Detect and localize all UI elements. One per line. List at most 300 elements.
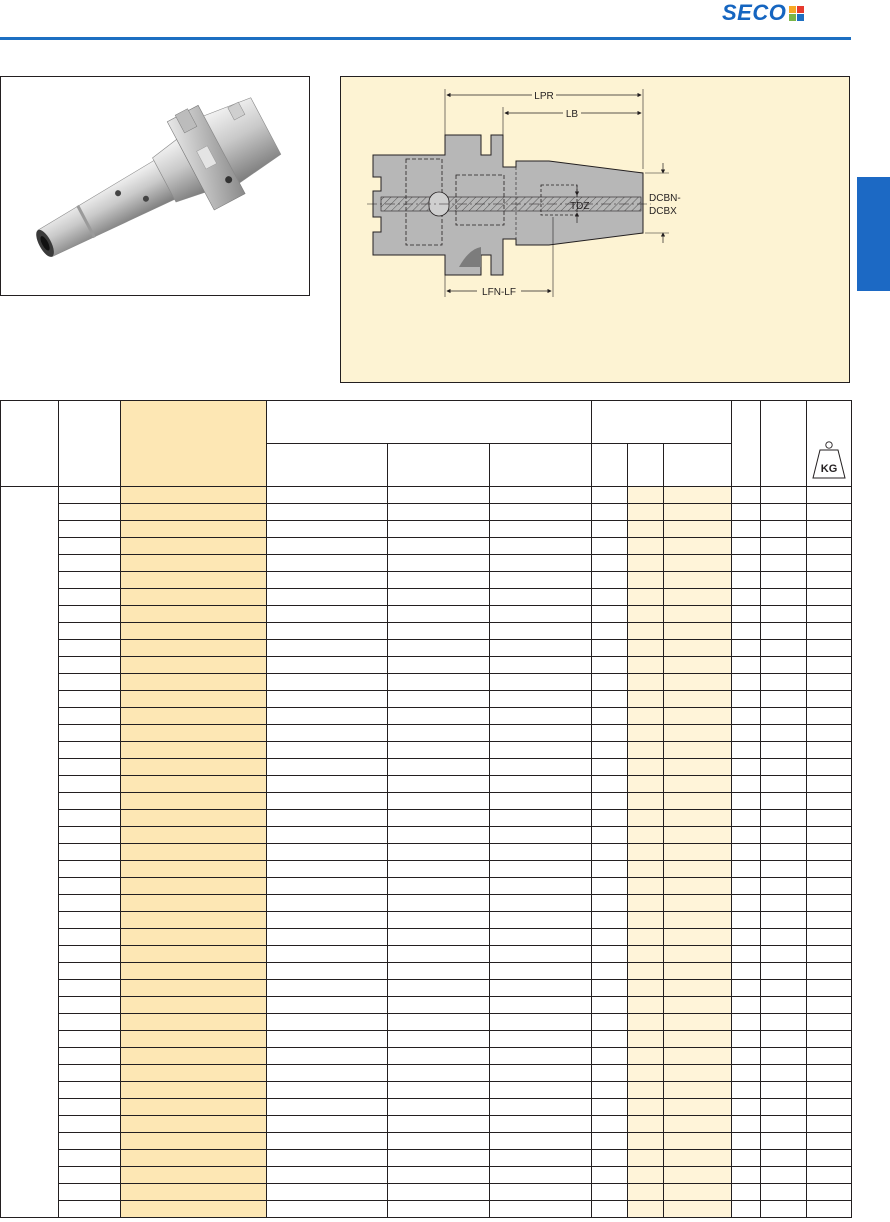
- table-cell: [121, 793, 267, 810]
- table-cell: [121, 1014, 267, 1031]
- table-cell: [121, 963, 267, 980]
- table-cell: [592, 793, 628, 810]
- table-cell: [121, 1150, 267, 1167]
- table-cell: [59, 589, 121, 606]
- table-cell: [59, 657, 121, 674]
- table-cell: [807, 1133, 852, 1150]
- table-cell: [628, 487, 664, 504]
- table-cell: [664, 1116, 732, 1133]
- weight-header-cell: [807, 401, 852, 487]
- table-cell: [664, 1048, 732, 1065]
- table-row: [1, 1133, 852, 1150]
- header-cell: [267, 444, 388, 487]
- table-cell: [628, 946, 664, 963]
- table-cell: [59, 1065, 121, 1082]
- table-cell: [664, 1031, 732, 1048]
- table-cell: [267, 657, 388, 674]
- table-cell: [664, 589, 732, 606]
- table-cell: [807, 1082, 852, 1099]
- table-cell: [664, 1150, 732, 1167]
- table-cell: [59, 691, 121, 708]
- table-cell: [388, 1184, 490, 1201]
- table-cell: [121, 504, 267, 521]
- table-cell: [121, 657, 267, 674]
- table-cell: [388, 708, 490, 725]
- dim-dcbx: DCBX: [649, 206, 677, 217]
- table-cell: [267, 708, 388, 725]
- table-cell: [121, 895, 267, 912]
- table-cell: [761, 1014, 807, 1031]
- table-cell: [732, 997, 761, 1014]
- table-row: [1, 1014, 852, 1031]
- table-cell: [267, 1167, 388, 1184]
- table-cell: [388, 572, 490, 589]
- table-cell: [732, 555, 761, 572]
- table-cell: [664, 997, 732, 1014]
- table-cell: [732, 1065, 761, 1082]
- table-cell: [628, 980, 664, 997]
- table-cell: [664, 912, 732, 929]
- table-cell: [732, 861, 761, 878]
- table-cell: [628, 606, 664, 623]
- table-cell: [732, 674, 761, 691]
- table-cell: [59, 1133, 121, 1150]
- table-cell: [388, 1065, 490, 1082]
- table-cell: [761, 844, 807, 861]
- table-cell: [761, 623, 807, 640]
- table-cell: [267, 1048, 388, 1065]
- table-cell: [592, 929, 628, 946]
- table-cell: [267, 861, 388, 878]
- table-cell: [59, 487, 121, 504]
- table-cell: [267, 810, 388, 827]
- table-cell: [59, 827, 121, 844]
- table-row: [1, 861, 852, 878]
- table-cell: [490, 1184, 592, 1201]
- table-cell: [807, 946, 852, 963]
- table-cell: [732, 538, 761, 555]
- table-cell: [267, 606, 388, 623]
- table-cell: [59, 963, 121, 980]
- table-cell: [592, 912, 628, 929]
- table-cell: [267, 691, 388, 708]
- table-cell: [592, 589, 628, 606]
- table-cell: [121, 997, 267, 1014]
- table-cell: [628, 776, 664, 793]
- table-cell: [267, 793, 388, 810]
- table-cell: [592, 1099, 628, 1116]
- table-cell: [267, 1031, 388, 1048]
- table-cell: [807, 572, 852, 589]
- table-cell: [121, 623, 267, 640]
- table-cell: [59, 1014, 121, 1031]
- table-cell: [664, 504, 732, 521]
- table-cell: [267, 504, 388, 521]
- table-cell: [59, 1048, 121, 1065]
- weight-kg-icon: [807, 402, 851, 486]
- group-cell: [1, 487, 59, 1218]
- table-cell: [388, 1201, 490, 1218]
- table-cell: [761, 759, 807, 776]
- table-cell: [388, 776, 490, 793]
- table-cell: [121, 912, 267, 929]
- table-cell: [664, 538, 732, 555]
- table-cell: [732, 912, 761, 929]
- table-cell: [388, 878, 490, 895]
- table-cell: [121, 929, 267, 946]
- table-cell: [761, 1133, 807, 1150]
- table-cell: [664, 861, 732, 878]
- table-cell: [732, 1031, 761, 1048]
- table-cell: [664, 810, 732, 827]
- table-cell: [592, 1150, 628, 1167]
- table-cell: [664, 623, 732, 640]
- table-cell: [490, 1082, 592, 1099]
- table-cell: [761, 1099, 807, 1116]
- table-cell: [388, 487, 490, 504]
- table-cell: [628, 1048, 664, 1065]
- table-cell: [732, 844, 761, 861]
- table-cell: [121, 572, 267, 589]
- table-cell: [628, 810, 664, 827]
- table-cell: [807, 538, 852, 555]
- table-cell: [490, 1201, 592, 1218]
- table-cell: [761, 776, 807, 793]
- table-cell: [807, 810, 852, 827]
- table-cell: [628, 759, 664, 776]
- dim-lpr: LPR: [534, 91, 554, 102]
- table-cell: [121, 487, 267, 504]
- table-row: [1, 555, 852, 572]
- table-cell: [388, 606, 490, 623]
- section-side-tab: [857, 177, 890, 291]
- table-cell: [490, 844, 592, 861]
- table-cell: [267, 521, 388, 538]
- table-cell: [121, 1201, 267, 1218]
- table-cell: [592, 674, 628, 691]
- table-cell: [628, 1150, 664, 1167]
- table-cell: [388, 912, 490, 929]
- table-cell: [807, 742, 852, 759]
- table-cell: [59, 1116, 121, 1133]
- table-cell: [628, 1082, 664, 1099]
- table-cell: [490, 861, 592, 878]
- table-cell: [267, 1082, 388, 1099]
- table-cell: [592, 844, 628, 861]
- table-cell: [761, 1048, 807, 1065]
- table-cell: [388, 555, 490, 572]
- table-row: [1, 504, 852, 521]
- table-cell: [59, 861, 121, 878]
- table-cell: [761, 1031, 807, 1048]
- table-cell: [732, 963, 761, 980]
- table-cell: [59, 946, 121, 963]
- table-cell: [267, 589, 388, 606]
- table-cell: [592, 759, 628, 776]
- table-cell: [628, 725, 664, 742]
- table-cell: [592, 606, 628, 623]
- table-cell: [732, 946, 761, 963]
- table-cell: [807, 691, 852, 708]
- table-cell: [761, 606, 807, 623]
- table-cell: [807, 1099, 852, 1116]
- table-cell: [664, 606, 732, 623]
- table-cell: [592, 1065, 628, 1082]
- table-cell: [267, 1014, 388, 1031]
- table-cell: [761, 1167, 807, 1184]
- table-cell: [388, 844, 490, 861]
- table-cell: [807, 1014, 852, 1031]
- table-cell: [761, 997, 807, 1014]
- table-cell: [664, 895, 732, 912]
- table-cell: [628, 997, 664, 1014]
- table-cell: [490, 827, 592, 844]
- table-row: [1, 1150, 852, 1167]
- table-cell: [761, 487, 807, 504]
- table-cell: [121, 1082, 267, 1099]
- table-cell: [807, 997, 852, 1014]
- table-cell: [761, 657, 807, 674]
- table-cell: [59, 1099, 121, 1116]
- table-cell: [267, 912, 388, 929]
- logo-squares-icon: [789, 6, 804, 21]
- table-cell: [807, 1167, 852, 1184]
- table-cell: [267, 487, 388, 504]
- table-row: [1, 606, 852, 623]
- table-cell: [732, 691, 761, 708]
- table-cell: [761, 589, 807, 606]
- table-cell: [388, 980, 490, 997]
- table-cell: [807, 606, 852, 623]
- table-cell: [807, 521, 852, 538]
- table-cell: [121, 1133, 267, 1150]
- table-row: [1, 946, 852, 963]
- table-cell: [732, 606, 761, 623]
- table-cell: [121, 861, 267, 878]
- table-cell: [664, 827, 732, 844]
- table-cell: [267, 725, 388, 742]
- table-cell: [761, 1065, 807, 1082]
- table-cell: [628, 827, 664, 844]
- table-cell: [59, 878, 121, 895]
- table-row: [1, 589, 852, 606]
- table-cell: [388, 997, 490, 1014]
- table-cell: [807, 657, 852, 674]
- table-cell: [388, 827, 490, 844]
- table-cell: [59, 1082, 121, 1099]
- table-cell: [59, 572, 121, 589]
- table-cell: [59, 980, 121, 997]
- table-cell: [732, 572, 761, 589]
- table-cell: [59, 725, 121, 742]
- table-cell: [388, 1031, 490, 1048]
- table-cell: [807, 1150, 852, 1167]
- table-cell: [664, 929, 732, 946]
- table-cell: [761, 1150, 807, 1167]
- spec-table-body: [1, 487, 852, 1218]
- table-row: [1, 776, 852, 793]
- table-cell: [664, 1133, 732, 1150]
- table-cell: [807, 793, 852, 810]
- table-cell: [807, 708, 852, 725]
- table-row: [1, 980, 852, 997]
- table-cell: [761, 708, 807, 725]
- table-cell: [664, 487, 732, 504]
- table-cell: [490, 929, 592, 946]
- table-cell: [59, 929, 121, 946]
- table-cell: [664, 1184, 732, 1201]
- table-cell: [664, 1014, 732, 1031]
- table-cell: [761, 521, 807, 538]
- table-row: [1, 929, 852, 946]
- spec-table: [0, 400, 852, 1218]
- table-cell: [761, 1082, 807, 1099]
- table-cell: [121, 555, 267, 572]
- table-cell: [807, 895, 852, 912]
- header-cell-highlight: [121, 401, 267, 487]
- table-cell: [761, 674, 807, 691]
- table-cell: [664, 793, 732, 810]
- table-row: [1, 742, 852, 759]
- table-cell: [664, 980, 732, 997]
- table-cell: [761, 1201, 807, 1218]
- table-cell: [761, 691, 807, 708]
- table-cell: [664, 708, 732, 725]
- table-cell: [59, 810, 121, 827]
- header-cell: [628, 444, 664, 487]
- table-cell: [761, 1116, 807, 1133]
- table-cell: [732, 725, 761, 742]
- table-cell: [490, 895, 592, 912]
- table-cell: [490, 725, 592, 742]
- table-cell: [121, 521, 267, 538]
- table-cell: [592, 623, 628, 640]
- table-cell: [388, 742, 490, 759]
- table-cell: [267, 1201, 388, 1218]
- table-cell: [628, 623, 664, 640]
- table-cell: [592, 1201, 628, 1218]
- table-cell: [628, 691, 664, 708]
- table-cell: [592, 980, 628, 997]
- table-cell: [121, 589, 267, 606]
- table-cell: [807, 878, 852, 895]
- table-cell: [807, 759, 852, 776]
- table-cell: [388, 521, 490, 538]
- table-cell: [490, 487, 592, 504]
- table-cell: [628, 640, 664, 657]
- table-cell: [388, 589, 490, 606]
- table-cell: [592, 776, 628, 793]
- table-cell: [267, 878, 388, 895]
- table-cell: [267, 980, 388, 997]
- table-row: [1, 623, 852, 640]
- table-cell: [628, 912, 664, 929]
- table-cell: [59, 759, 121, 776]
- table-cell: [628, 878, 664, 895]
- table-cell: [59, 504, 121, 521]
- table-cell: [761, 538, 807, 555]
- table-cell: [807, 1116, 852, 1133]
- table-cell: [664, 725, 732, 742]
- table-cell: [59, 912, 121, 929]
- table-cell: [592, 1133, 628, 1150]
- table-cell: [490, 1150, 592, 1167]
- header-group-cell: [267, 401, 592, 444]
- table-cell: [59, 1031, 121, 1048]
- table-cell: [121, 1099, 267, 1116]
- table-cell: [761, 742, 807, 759]
- table-cell: [490, 946, 592, 963]
- table-cell: [592, 504, 628, 521]
- table-cell: [664, 1167, 732, 1184]
- table-cell: [592, 861, 628, 878]
- table-cell: [807, 623, 852, 640]
- table-cell: [267, 844, 388, 861]
- table-cell: [121, 1031, 267, 1048]
- table-cell: [490, 708, 592, 725]
- dimension-diagram: [341, 77, 849, 382]
- table-cell: [490, 1065, 592, 1082]
- table-cell: [807, 844, 852, 861]
- table-row: [1, 878, 852, 895]
- table-cell: [267, 572, 388, 589]
- table-cell: [121, 980, 267, 997]
- seco-logo: [722, 2, 804, 24]
- table-cell: [59, 521, 121, 538]
- dim-lb: LB: [565, 109, 579, 120]
- table-cell: [121, 640, 267, 657]
- table-cell: [664, 1065, 732, 1082]
- table-cell: [490, 810, 592, 827]
- table-cell: [59, 844, 121, 861]
- table-cell: [592, 657, 628, 674]
- table-cell: [761, 912, 807, 929]
- table-cell: [59, 1167, 121, 1184]
- table-cell: [732, 589, 761, 606]
- table-cell: [761, 504, 807, 521]
- table-cell: [664, 742, 732, 759]
- table-row: [1, 1099, 852, 1116]
- table-cell: [628, 504, 664, 521]
- table-cell: [761, 555, 807, 572]
- table-cell: [490, 1014, 592, 1031]
- table-cell: [664, 878, 732, 895]
- table-cell: [267, 946, 388, 963]
- table-row: [1, 538, 852, 555]
- table-cell: [121, 725, 267, 742]
- table-cell: [592, 878, 628, 895]
- table-cell: [121, 1184, 267, 1201]
- table-cell: [732, 504, 761, 521]
- table-cell: [490, 1048, 592, 1065]
- table-cell: [490, 606, 592, 623]
- table-cell: [388, 725, 490, 742]
- table-cell: [807, 1065, 852, 1082]
- table-cell: [490, 963, 592, 980]
- table-cell: [490, 1031, 592, 1048]
- table-cell: [59, 674, 121, 691]
- table-cell: [732, 1184, 761, 1201]
- table-row: [1, 895, 852, 912]
- table-cell: [732, 929, 761, 946]
- table-cell: [592, 1184, 628, 1201]
- table-cell: [732, 521, 761, 538]
- header-cell: [732, 401, 761, 487]
- table-cell: [761, 725, 807, 742]
- table-row: [1, 708, 852, 725]
- table-cell: [121, 1065, 267, 1082]
- table-cell: [732, 640, 761, 657]
